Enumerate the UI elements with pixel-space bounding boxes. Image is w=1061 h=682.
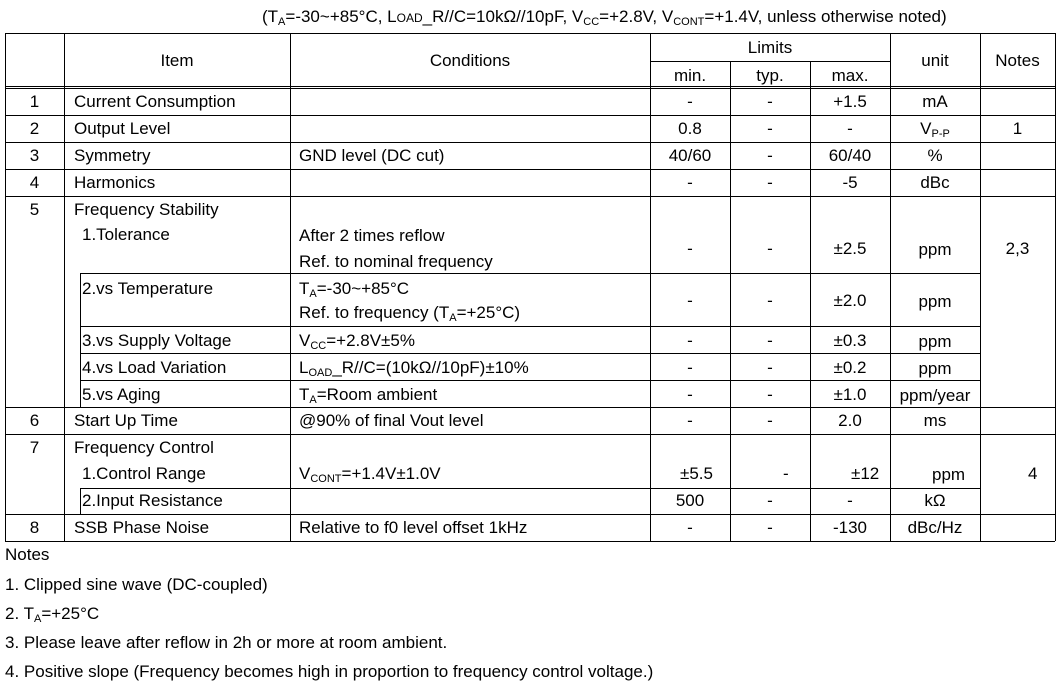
row-number: 3 (29, 146, 40, 165)
subrow-unit: ppm/year (899, 386, 971, 405)
rule (80, 273, 980, 274)
subrow-typ: - (767, 331, 773, 350)
row-condition: GND level (DC cut) (299, 146, 445, 165)
subrow-unit: ppm (918, 292, 952, 311)
row-number: 6 (29, 411, 40, 430)
subrow-unit: ppm (918, 240, 952, 259)
header-notes: Notes (995, 51, 1040, 70)
row-min: - (687, 92, 693, 111)
subrow-min: - (687, 239, 693, 258)
row-min: 40/60 (668, 146, 712, 165)
subrow-typ: - (783, 464, 789, 483)
rule (650, 61, 890, 62)
rule (5, 88, 1055, 89)
rule (5, 169, 1055, 170)
subrow-condition: VCONT=+1.4V±1.0V (299, 464, 441, 485)
rule (5, 142, 1055, 143)
rule (5, 434, 1055, 435)
subrow-condition: Ref. to nominal frequency (299, 252, 493, 271)
row-unit: dBc (920, 173, 950, 192)
row-number: 1 (29, 92, 40, 111)
rule (5, 196, 1055, 197)
rule (5, 33, 1055, 34)
row-typ: - (767, 518, 773, 537)
row-unit: mA (922, 92, 948, 111)
row-item: Harmonics (74, 173, 156, 192)
rule (5, 514, 1055, 515)
subrow-item: 3.vs Supply Voltage (82, 331, 232, 350)
subrow-unit: ppm (918, 359, 952, 378)
subrow-unit: kΩ (924, 491, 946, 510)
subrow-condition: VCC=+2.8V±5% (299, 331, 415, 352)
rule (80, 326, 980, 327)
subrow-min: - (687, 385, 693, 404)
header-limits: Limits (747, 38, 793, 57)
row-typ: - (767, 173, 773, 192)
notes-title: Notes (5, 545, 50, 564)
row-typ: - (767, 411, 773, 430)
row-item: Frequency Stability (74, 200, 219, 219)
row-condition: Relative to f0 level offset 1kHz (299, 518, 528, 537)
subrow-condition: TA=Room ambient (299, 385, 438, 406)
row-unit: % (927, 146, 943, 165)
subrow-item: 1.Tolerance (82, 225, 170, 244)
subrow-condition: Ref. to frequency (TA=+25°C) (299, 303, 521, 324)
note-4: 4. Positive slope (Frequency becomes high in proportion to frequency control voltage.) (5, 662, 654, 681)
row-number: 8 (29, 518, 40, 537)
row-typ: - (767, 119, 773, 138)
rule (80, 273, 81, 407)
subrow-max: ±2.5 (833, 239, 867, 258)
row-min: - (687, 518, 693, 537)
rule (5, 541, 1055, 542)
header-min: min. (673, 66, 707, 85)
subrow-item: 5.vs Aging (82, 385, 161, 404)
row-item: Frequency Control (74, 438, 214, 457)
row-notes: 1 (1012, 119, 1023, 138)
subrow-typ: - (767, 358, 773, 377)
subrow-typ: - (767, 291, 773, 310)
row-max: +1.5 (833, 92, 867, 111)
row-max: 2.0 (838, 411, 862, 430)
rule (1055, 33, 1056, 541)
note-2: 2. TA=+25°C (5, 604, 100, 625)
subrow-notes: 4 (1028, 464, 1038, 483)
rule (80, 380, 980, 381)
subrow-min: - (687, 358, 693, 377)
subrow-min: - (687, 331, 693, 350)
subrow-condition: LOAD_R//C=(10kΩ//10pF)±10% (299, 358, 529, 379)
subrow-min: - (687, 291, 693, 310)
rule (5, 86, 1055, 87)
row-unit: ms (923, 411, 947, 430)
rule (80, 488, 980, 489)
note-3: 3. Please leave after reflow in 2h or more at room ambient. (5, 633, 448, 652)
subrow-max: ±1.0 (833, 385, 867, 404)
test-conditions: (TA=-30~+85°C, LOAD_R//C=10kΩ//10pF, VCC=+2.8V, VCONT=+1.4V, unless otherwise noted) (262, 7, 947, 28)
header-max: max. (831, 66, 869, 85)
header-typ: typ. (756, 66, 784, 85)
note-1: 1. Clipped sine wave (DC-coupled) (5, 575, 268, 594)
row-condition: @90% of final Vout level (299, 411, 484, 430)
row-typ: - (767, 92, 773, 111)
subrow-max: ±12 (851, 464, 880, 483)
row-number: 2 (29, 119, 40, 138)
row-number: 5 (29, 200, 40, 219)
row-min: 0.8 (678, 119, 702, 138)
row-number: 4 (29, 173, 40, 192)
row-unit: dBc/Hz (907, 518, 963, 537)
rule (980, 33, 981, 541)
subrow-typ: - (767, 491, 773, 510)
subrow-max: ±2.0 (833, 291, 867, 310)
row-item: Current Consumption (74, 92, 236, 111)
subrow-min: 500 (675, 491, 705, 510)
row-typ: - (767, 146, 773, 165)
subrow-max: - (847, 491, 853, 510)
rule (290, 33, 291, 541)
row-max: -5 (842, 173, 858, 192)
row-min: - (687, 411, 693, 430)
row-number: 7 (29, 438, 40, 457)
subrow-min: ±5.5 (680, 464, 713, 483)
row-max: -130 (832, 518, 868, 537)
subrow-item: 4.vs Load Variation (82, 358, 227, 377)
header-item: Item (160, 51, 194, 70)
subrow-item: 2.vs Temperature (82, 279, 214, 298)
subrow-notes: 2,3 (1005, 239, 1030, 258)
row-min: - (687, 173, 693, 192)
row-item: SSB Phase Noise (74, 518, 210, 537)
subrow-typ: - (767, 239, 773, 258)
subrow-max: ±0.2 (833, 358, 867, 377)
subrow-item: 1.Control Range (82, 464, 206, 483)
row-item: Start Up Time (74, 411, 178, 430)
rule (64, 33, 65, 541)
row-unit: VP-P (920, 119, 950, 140)
subrow-condition: After 2 times reflow (299, 226, 445, 245)
header-unit: unit (921, 51, 949, 70)
rule (80, 488, 81, 514)
subrow-condition: TA=-30~+85°C (299, 279, 410, 300)
subrow-typ: - (767, 385, 773, 404)
row-max: - (847, 119, 853, 138)
subrow-unit: ppm (932, 465, 966, 484)
row-item: Symmetry (74, 146, 151, 165)
header-conditions: Conditions (429, 51, 511, 70)
subrow-max: ±0.3 (833, 331, 867, 350)
rule (80, 353, 980, 354)
row-max: 60/40 (828, 146, 872, 165)
rule (5, 407, 1055, 408)
row-item: Output Level (74, 119, 171, 138)
subrow-item: 2.Input Resistance (82, 491, 223, 510)
subrow-unit: ppm (918, 332, 952, 351)
rule (5, 115, 1055, 116)
